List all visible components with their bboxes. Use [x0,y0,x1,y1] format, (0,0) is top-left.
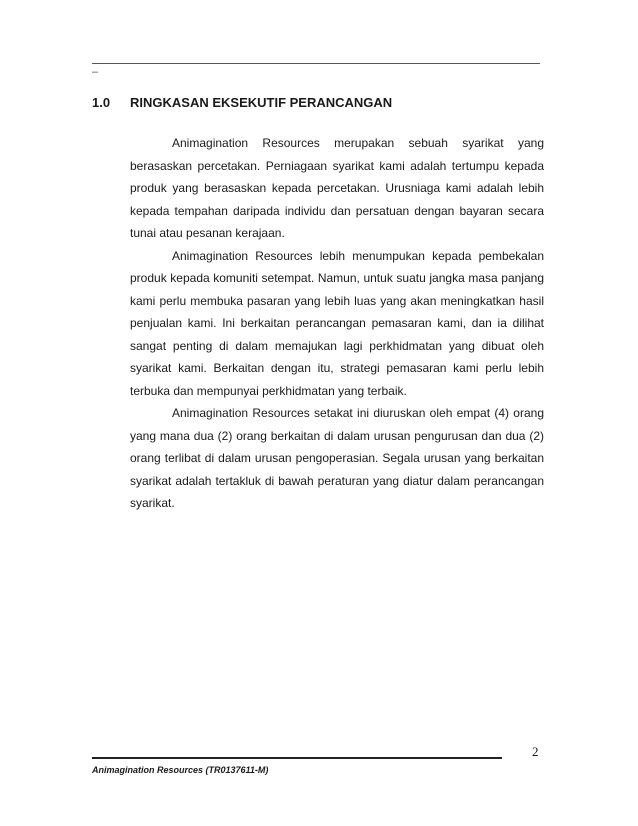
paragraph-1: Animagination Resources merupakan sebuah syarikat yang berasaskan percetakan. Perniagaan syarikat kami adalah tertumpu kepada produk yang berasaskan kepada percetakan. Urusniaga kami adalah lebih kepada tempahan daripada individu dan persatuan dengan bayaran secara tunai atau pesanan kerajaan. [130,136,544,240]
paragraph-2: Animagination Resources lebih menumpukan kepada pembekalan produk kepada komuniti setempat. Namun, untuk suatu jangka masa panjang kami perlu membuka pasaran yang lebih luas yang akan meningkatkan hasil penjualan kami. Ini berkaitan perancangan pemasaran kami, dan ia dilihat sangat penting di dalam memajukan lagi perkhidmatan yang dibuat oleh syarikat kami. Berkaitan dengan itu, strategi pemasaran kami perlu lebih terbuka dan mempunyai perkhidmatan yang terbaik. [130,248,544,398]
paragraph-3: Animagination Resources setakat ini diuruskan oleh empat (4) orang yang mana dua (2) orang berkaitan di dalam urusan pengurusan dan dua (2) orang terlibat di dalam urusan pengoperasian. Segala urusan yang berkaitan syarikat adalah tertakluk di bawah peraturan yang diatur dalam perancangan syarikat. [130,406,544,510]
footer-rule [92,757,502,759]
footer-company: Animagination Resources (TR0137611-M) [92,765,269,775]
body-text [130,132,544,515]
section-number: 1.0 [92,95,111,110]
section-title: RINGKASAN EKSEKUTIF PERANCANGAN [130,95,393,110]
header-dash: – [92,66,99,78]
page-number: 2 [532,744,539,759]
header-rule [92,63,540,64]
